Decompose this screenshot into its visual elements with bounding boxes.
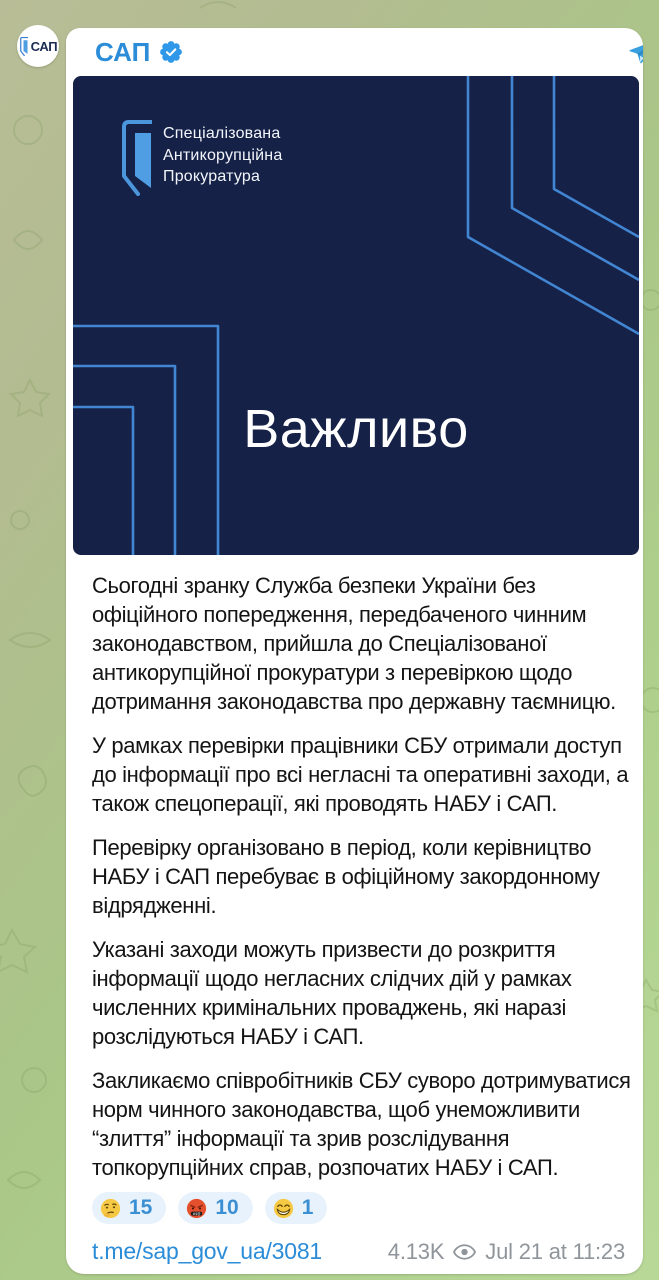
message-line: НАБУ і САП перебуває в офіційному закордонному (92, 864, 600, 889)
message-line: “злиття” інформації та зрив розслідування (92, 1126, 510, 1151)
channel-avatar[interactable] (17, 25, 59, 67)
message-line: до інформації про всі негласні та оперативні заходи, а (92, 762, 629, 787)
message-line: топкорупційних справ, розпочатих НАБУ і САП. (92, 1155, 559, 1180)
reaction-count: 10 (215, 1196, 239, 1219)
message-line: антикорупційної прокуратури з перевіркою щодо (92, 660, 573, 685)
message-paragraph (92, 935, 641, 1051)
post-meta (388, 1239, 625, 1265)
reaction-thinking[interactable] (92, 1192, 166, 1224)
post-link[interactable]: t.me/sap_gov_ua/3081 (92, 1238, 323, 1264)
image-title: Важливо (243, 399, 469, 459)
message-paragraph (92, 1066, 641, 1182)
views-eye-icon (453, 1244, 476, 1260)
message-line: законодавством, прийшла до Спеціалізованої (92, 631, 547, 656)
view-count: 4.13K (387, 1238, 445, 1264)
message-line: Указані заходи можуть призвести до розкриття (92, 937, 556, 962)
verified-badge-icon (159, 40, 183, 64)
message-footer (92, 1238, 625, 1265)
message-paragraph (92, 571, 641, 716)
reaction-angry[interactable] (178, 1192, 252, 1224)
reaction-grin[interactable] (265, 1192, 328, 1224)
message-header (95, 37, 183, 67)
message-line: також спецоперації, які проводять НАБУ і САП. (92, 791, 558, 816)
message-line: відрядженні. (92, 893, 217, 918)
message-paragraph (92, 833, 641, 920)
svg-text:#$@: #$@ (192, 1211, 201, 1216)
thinking-emoji-icon (100, 1198, 121, 1219)
angry-emoji-icon (186, 1198, 207, 1219)
message-line: Закликаємо співробітників СБУ суворо дотримуватися (92, 1068, 631, 1093)
channel-name[interactable]: САП (95, 37, 151, 67)
avatar-text: САП (30, 38, 58, 54)
reactions-row (92, 1192, 327, 1224)
message-line: Сьогодні зранку Служба безпеки України без (92, 573, 536, 598)
logo-line-3: Прокуратура (163, 168, 261, 185)
sap-logo (122, 120, 282, 196)
message-line: інформації щодо негласних слідчих дій у рамках (92, 966, 572, 991)
message-line: У рамках перевірки працівники СБУ отримали доступ (92, 733, 622, 758)
grin-emoji-icon (273, 1198, 294, 1219)
message-bubble (66, 28, 643, 1274)
message-line: норм чинного законодавства, щоб унеможливити (92, 1097, 580, 1122)
reaction-count: 1 (301, 1196, 314, 1219)
share-icon[interactable] (629, 38, 643, 66)
message-text (92, 571, 641, 1182)
sap-logo-mini-icon (19, 37, 29, 56)
logo-line-2: Антикорупційна (163, 146, 283, 164)
sap-logo-text (163, 120, 282, 196)
message-line: дотримання законодавства про державну таємницю. (92, 689, 616, 714)
message-line: офіційного попередження, передбаченого чинним (92, 602, 587, 627)
message-paragraph (92, 731, 641, 818)
message-line: розслідуються НАБУ і САП. (92, 1024, 364, 1049)
logo-line-1: Спеціалізована (163, 125, 281, 142)
message-line: Перевірку організовано в період, коли керівництво (92, 835, 592, 860)
message-line: численних кримінальних проваджень, які наразі (92, 995, 566, 1020)
sap-logo-icon (122, 120, 152, 196)
reaction-count: 15 (129, 1196, 153, 1219)
post-date: Jul 21 at 11:23 (485, 1238, 625, 1264)
post-image[interactable] (73, 76, 639, 555)
